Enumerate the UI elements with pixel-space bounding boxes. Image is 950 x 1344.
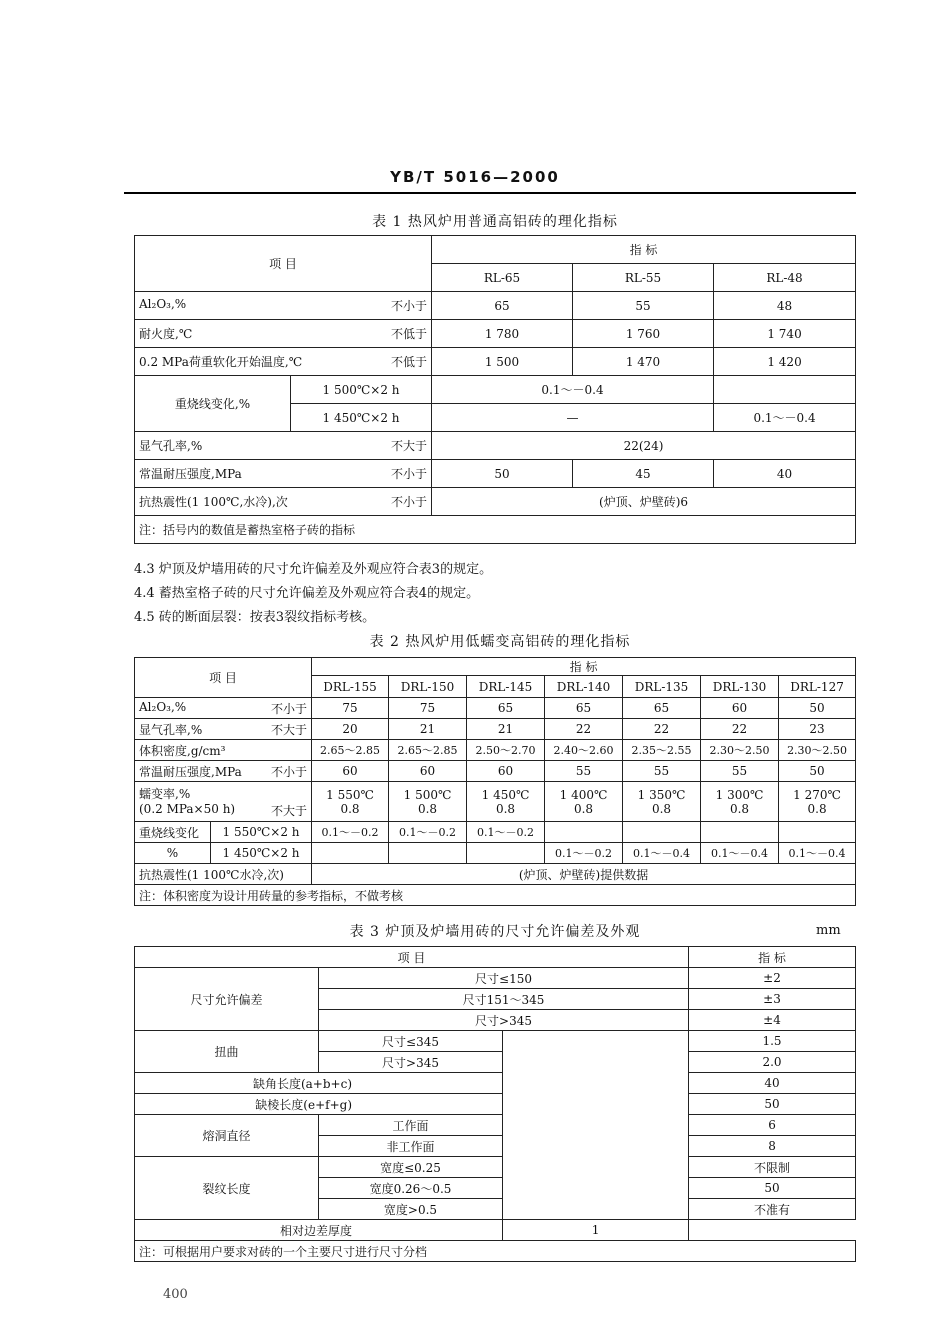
t2-grade: DRL-145 [467, 676, 545, 698]
t2-cell: 0.1～－0.2 [545, 843, 623, 864]
t1-row-softening: 0.2 MPa荷重软化开始温度,℃ 不低于 [135, 348, 432, 376]
t3-cell: ±2 [689, 968, 856, 989]
t2-cell: 20 [312, 719, 389, 740]
t1-index-header: 指 标 [432, 236, 856, 264]
t3-cond: 尺寸>345 [319, 1010, 689, 1031]
t2-cell: 50 [779, 761, 856, 782]
t3-cond: 工作面 [319, 1115, 503, 1136]
page-number: 400 [163, 1287, 188, 1302]
t2-cell [623, 822, 701, 843]
t2-grade: DRL-140 [545, 676, 623, 698]
t3-cond: 尺寸>345 [319, 1052, 503, 1073]
clause-4-5: 4.5 砖的断面层裂：按表3裂纹指标考核。 [134, 610, 376, 625]
t3-crack-label: 裂纹长度 [135, 1157, 319, 1220]
t1-cell: 0.1～－0.4 [432, 376, 714, 404]
t1-row-shock: 抗热震性(1 100℃,水冷),次 不小于 [135, 488, 432, 516]
table3-caption: 表 3 炉顶及炉墙用砖的尺寸允许偏差及外观 [349, 924, 641, 940]
t2-cell: 75 [312, 698, 389, 719]
t2-cell: 55 [623, 761, 701, 782]
t2-cell: (炉顶、炉壁砖)提供数据 [312, 864, 856, 885]
standard-header: YB/T 5016—2000 [390, 168, 560, 186]
t3-size-label: 尺寸允许偏差 [135, 968, 319, 1031]
t1-cell: 50 [432, 460, 573, 488]
table2 [134, 657, 856, 906]
table1-caption: 表 1 热风炉用普通高铝砖的理化指标 [372, 214, 618, 230]
t2-row-al2o3: Al₂O₃,% 不小于 [135, 698, 312, 719]
t3-cell: 50 [689, 1094, 856, 1115]
t3-cond: 尺寸151～345 [319, 989, 689, 1010]
t2-grade: DRL-127 [779, 676, 856, 698]
t1-reheat-cond: 1 450℃×2 h [291, 404, 432, 432]
clause-4-3: 4.3 炉顶及炉墙用砖的尺寸允许偏差及外观应符合表3的规定。 [134, 562, 493, 577]
t2-cell: 1 550℃ 0.8 [312, 782, 389, 822]
t3-cell: 2.0 [689, 1052, 856, 1073]
t2-cell: 60 [389, 761, 467, 782]
t2-cell: 0.1～－0.2 [467, 822, 545, 843]
t2-cell: 21 [467, 719, 545, 740]
t1-cell: 55 [573, 292, 714, 320]
t1-cell: 1 760 [573, 320, 714, 348]
t3-cell: 8 [689, 1136, 856, 1157]
t3-cell: ±3 [689, 989, 856, 1010]
t1-grade: RL-55 [573, 264, 714, 292]
t1-cell: 40 [714, 460, 856, 488]
t2-cell: 65 [467, 698, 545, 719]
t2-cell: 50 [779, 698, 856, 719]
t2-cell: 2.65～2.85 [389, 740, 467, 761]
t2-cell: 1 270℃ 0.8 [779, 782, 856, 822]
t2-cell: 0.1～－0.4 [623, 843, 701, 864]
t1-row-al2o3: Al₂O₃,% 不小于 [135, 292, 432, 320]
t2-cell: 2.50～2.70 [467, 740, 545, 761]
t2-cell: 75 [389, 698, 467, 719]
t2-cell: 60 [312, 761, 389, 782]
t2-grade: DRL-135 [623, 676, 701, 698]
t3-diff-label: 相对边差厚度 [135, 1220, 503, 1241]
table3 [134, 946, 856, 1262]
t2-cell: 1 400℃ 0.8 [545, 782, 623, 822]
t2-cell [467, 843, 545, 864]
t1-cell [714, 376, 856, 404]
t3-corner-label: 缺角长度(a+b+c) [135, 1073, 503, 1094]
t3-note: 注：可根据用户要求对砖的一个主要尺寸进行尺寸分档 [135, 1241, 856, 1262]
t3-cond: 宽度0.26～0.5 [319, 1178, 503, 1199]
t3-cell: 6 [689, 1115, 856, 1136]
t3-cell: 40 [689, 1073, 856, 1094]
t3-cond: 宽度>0.5 [319, 1199, 503, 1220]
t1-row-porosity: 显气孔率,% 不大于 [135, 432, 432, 460]
t3-cell: 不限制 [689, 1157, 856, 1178]
t1-cell: 1 420 [714, 348, 856, 376]
t2-row-density: 体积密度,g/cm³ [135, 740, 312, 761]
t3-twist-label: 扭曲 [135, 1031, 319, 1073]
t2-cell: 2.35～2.55 [623, 740, 701, 761]
t2-grade: DRL-155 [312, 676, 389, 698]
t2-cell: 23 [779, 719, 856, 740]
t2-item-header: 项 目 [135, 658, 312, 698]
t1-item-header: 项 目 [135, 236, 432, 292]
t2-cell: 1 350℃ 0.8 [623, 782, 701, 822]
t3-cond: 宽度≤0.25 [319, 1157, 503, 1178]
t1-grade: RL-65 [432, 264, 573, 292]
t2-grade: DRL-130 [701, 676, 779, 698]
t2-cell: 22 [545, 719, 623, 740]
table3-unit: mm [816, 923, 841, 938]
t3-cell: ±4 [689, 1010, 856, 1031]
t3-index-header: 指 标 [689, 947, 856, 968]
t2-cell: 60 [467, 761, 545, 782]
t2-cell: 0.1～－0.4 [779, 843, 856, 864]
t3-cond: 非工作面 [319, 1136, 503, 1157]
t2-cell: 22 [623, 719, 701, 740]
t3-item-header: 项 目 [135, 947, 689, 968]
t2-cell: 1 500℃ 0.8 [389, 782, 467, 822]
t3-cell: 1 [503, 1220, 689, 1241]
t2-cell [545, 822, 623, 843]
t1-cell: 0.1～－0.4 [714, 404, 856, 432]
t2-cell: 22 [701, 719, 779, 740]
t2-cell [389, 843, 467, 864]
clause-4-4: 4.4 蓄热室格子砖的尺寸允许偏差及外观应符合表4的规定。 [134, 586, 480, 601]
t2-cell: 2.40～2.60 [545, 740, 623, 761]
t2-row-creep: 蠕变率,% (0.2 MPa×50 h) 不大于 [135, 782, 312, 822]
t3-cell: 不准有 [689, 1199, 856, 1220]
t2-reheat-cond: 1 550℃×2 h [211, 822, 312, 843]
t1-cell: 1 470 [573, 348, 714, 376]
t2-cell: 65 [623, 698, 701, 719]
t2-cell: 55 [701, 761, 779, 782]
t1-reheat-label: 重烧线变化,% [135, 376, 291, 432]
t3-cell: 1.5 [689, 1031, 856, 1052]
t1-row-strength: 常温耐压强度,MPa 不小于 [135, 460, 432, 488]
t2-grade: DRL-150 [389, 676, 467, 698]
t1-cell: 1 500 [432, 348, 573, 376]
t2-row-porosity: 显气孔率,% 不大于 [135, 719, 312, 740]
t3-blank [503, 1031, 689, 1220]
t2-cell: 2.30～2.50 [779, 740, 856, 761]
t2-index-header: 指 标 [312, 658, 856, 676]
t2-row-shock: 抗热震性(1 100℃水冷,次) [135, 864, 312, 885]
t2-cell: 0.1～－0.2 [312, 822, 389, 843]
t1-note: 注：括号内的数值是蓄热室格子砖的指标 [135, 516, 856, 544]
t2-note: 注：体积密度为设计用砖量的参考指标，不做考核 [135, 885, 856, 906]
t3-edge-label: 缺棱长度(e+f+g) [135, 1094, 503, 1115]
t3-cond: 尺寸≤345 [319, 1031, 503, 1052]
t1-cell: — [432, 404, 714, 432]
t2-cell: 65 [545, 698, 623, 719]
header-rule [124, 192, 856, 194]
t2-cell: 1 450℃ 0.8 [467, 782, 545, 822]
t1-cell: (炉顶、炉壁砖)6 [432, 488, 856, 516]
t1-reheat-cond: 1 500℃×2 h [291, 376, 432, 404]
t2-cell [312, 843, 389, 864]
t1-cell: 22(24) [432, 432, 856, 460]
t2-cell: 0.1～－0.2 [389, 822, 467, 843]
t2-cell: 21 [389, 719, 467, 740]
t1-cell: 45 [573, 460, 714, 488]
t2-cell: 60 [701, 698, 779, 719]
t2-cell [779, 822, 856, 843]
t2-row-strength: 常温耐压强度,MPa 不小于 [135, 761, 312, 782]
t2-cell [701, 822, 779, 843]
t2-cell: 0.1～－0.4 [701, 843, 779, 864]
table1 [134, 235, 856, 544]
t1-cell: 65 [432, 292, 573, 320]
t1-cell: 48 [714, 292, 856, 320]
t2-reheat-unit: % [135, 843, 211, 864]
t1-row-refractoriness: 耐火度,℃ 不低于 [135, 320, 432, 348]
t1-cell: 1 740 [714, 320, 856, 348]
t1-cell: 1 780 [432, 320, 573, 348]
t2-cell: 2.65～2.85 [312, 740, 389, 761]
t3-cell: 50 [689, 1178, 856, 1199]
t2-reheat-cond: 1 450℃×2 h [211, 843, 312, 864]
t1-grade: RL-48 [714, 264, 856, 292]
t2-reheat-label: 重烧线变化 [135, 822, 211, 843]
t2-cell: 1 300℃ 0.8 [701, 782, 779, 822]
table2-caption: 表 2 热风炉用低蠕变高铝砖的理化指标 [369, 634, 631, 650]
t2-cell: 2.30～2.50 [701, 740, 779, 761]
t2-cell: 55 [545, 761, 623, 782]
t3-hole-label: 熔洞直径 [135, 1115, 319, 1157]
t3-cond: 尺寸≤150 [319, 968, 689, 989]
